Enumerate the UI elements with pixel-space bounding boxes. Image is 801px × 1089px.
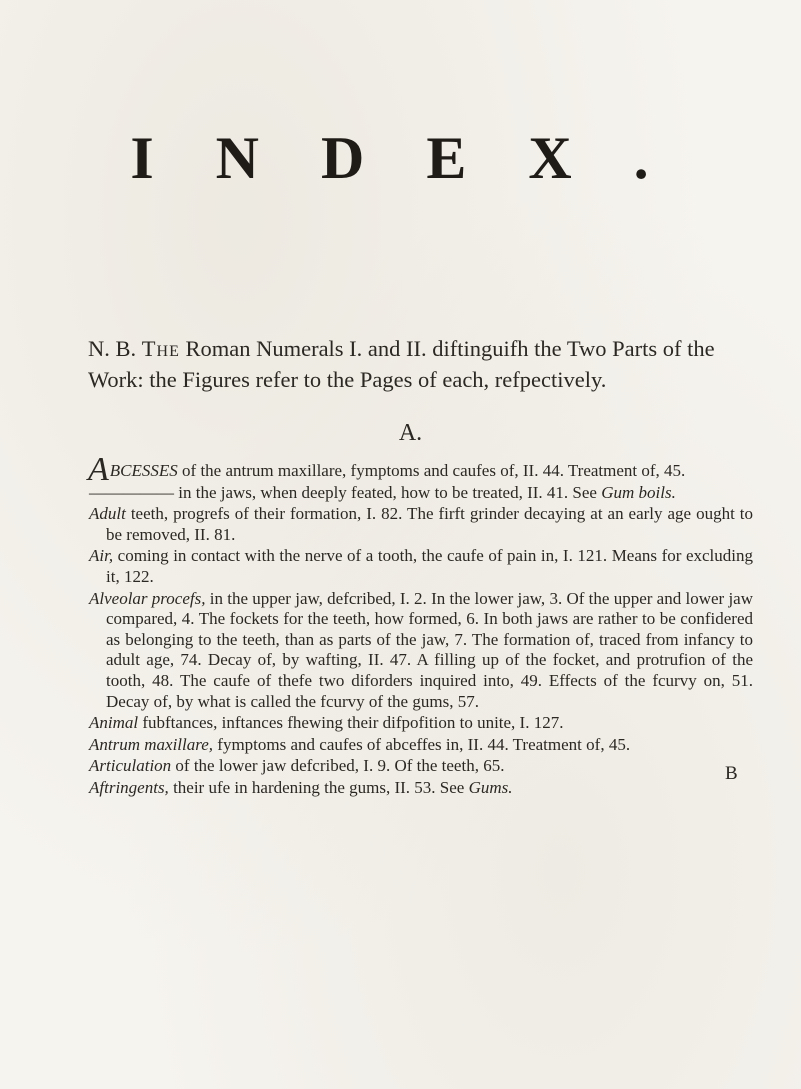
entry-body: coming in contact with the nerve of a tooth, the caufe of pain in, I. 121. Means for excluding it, 122. <box>106 546 753 586</box>
index-entry <box>88 734 753 756</box>
note-lead: The <box>141 335 180 361</box>
entry-body: teeth, progrefs of their formation, I. 82. The firft grinder decaying at an early age ought to be removed, II. 81. <box>106 504 753 544</box>
entry-cross-reference: Gum boils. <box>601 482 676 502</box>
index-entry <box>88 451 753 488</box>
index-entries <box>88 451 753 799</box>
entry-heading: Antrum maxillare, <box>89 734 214 754</box>
entry-body: fymptoms and caufes of abceffes in, II. 44. Treatment of, 45. <box>213 734 631 754</box>
entry-body: in the upper jaw, defcribed, I. 2. In the lower jaw, 3. Of the upper and lower jaw compared, 4. The fockets for the teeth, how formed, 6. In both jaws are rather to be confidered as belonging to the teeth, than as parts of the jaw, 7. The formation of, traced from infancy to adult age, 74. Decay of, by wafting, II. 47. A filling up of the focket, and protrufion of the tooth, 48. The caufe of thefe two diforders inquired into, 49. Effects of the fcurvy on, 51. Decay of, by what is called the fcurvy of the gums, 57. <box>106 588 753 711</box>
entry-body: of the lower jaw defcribed, I. 9. Of the teeth, 65. <box>171 756 505 776</box>
entry-body: fubftances, inftances fhewing their difpofition to unite, I. 127. <box>138 713 564 733</box>
entry-heading: Air, <box>89 546 114 566</box>
editorial-note <box>88 333 738 395</box>
entry-heading: Alveolar procefs, <box>89 588 206 608</box>
entry-body: their ufe in hardening the gums, II. 53. See <box>168 777 469 797</box>
entry-dropcap: A <box>88 451 109 488</box>
entry-heading: BCESSES <box>109 461 178 480</box>
index-entry <box>88 712 753 734</box>
catchword: B <box>725 763 738 784</box>
section-letter: A. <box>398 420 423 446</box>
note-mark: N. B. <box>88 335 137 361</box>
entry-heading: Articulation <box>89 756 172 776</box>
page-title: INDEX. <box>130 125 711 191</box>
entry-heading: Aftringents, <box>89 777 169 797</box>
index-entry <box>88 482 753 504</box>
index-entry <box>88 777 753 799</box>
entry-heading: Adult <box>89 504 126 524</box>
entry-body: ————— in the jaws, when deeply feated, how to be treated, II. 41. See <box>89 482 602 502</box>
index-entry <box>88 588 753 713</box>
index-entry <box>88 545 753 587</box>
index-entry <box>88 503 753 545</box>
index-entry <box>88 755 753 777</box>
note-text: Roman Numerals I. and II. diftinguifh the Two Parts of the Work: the Figures refer to the Pages of each, refpectively. <box>88 335 715 392</box>
entry-heading: Animal <box>89 713 139 733</box>
entry-body: of the antrum maxillare, fymptoms and caufes of, II. 44. Treatment of, 45. <box>177 461 686 480</box>
entry-cross-reference: Gums. <box>468 777 513 797</box>
